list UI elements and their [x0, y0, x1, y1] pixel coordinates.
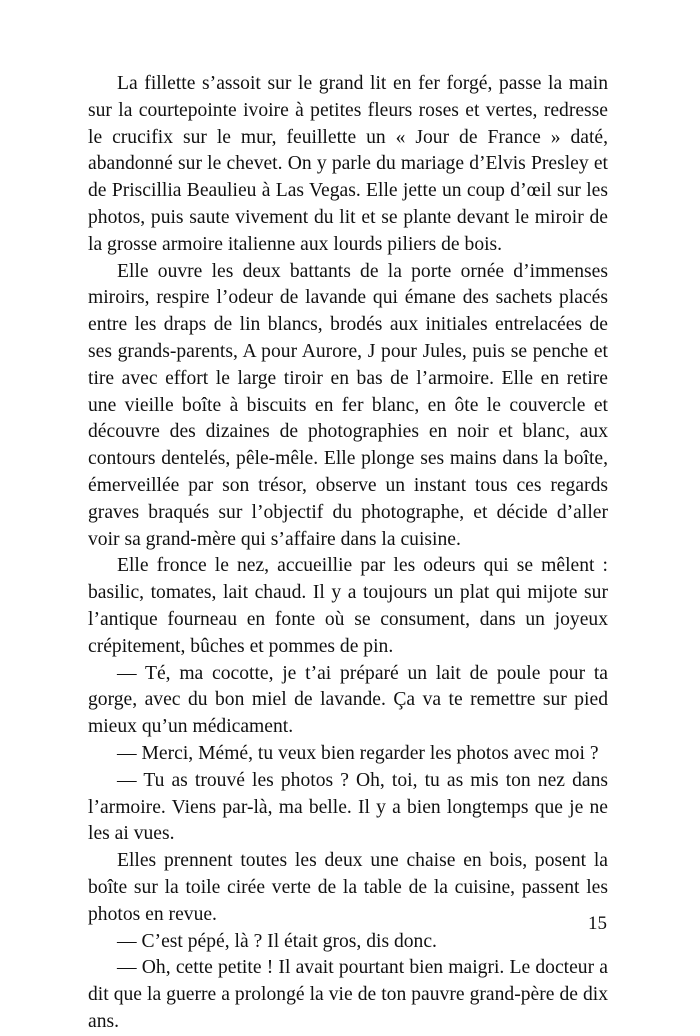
paragraph-3: Elle fronce le nez, accueillie par les odeurs qui se mêlent : basilic, tomates, lait chaud. Il y a toujours un plat qui mijote sur l’antique fourneau en fonte où se consument, dans un joyeux crépitement, bûches et pommes de pin.	[88, 555, 608, 657]
dialogue-5: — Oh, cette petite ! Il avait pourtant bien maigri. Le docteur a dit que la guerre a prolongé la vie de ton pauvre grand-père de dix ans.	[88, 957, 608, 1032]
dialogue-2: — Merci, Mémé, tu veux bien regarder les photos avec moi ?	[117, 742, 599, 764]
paragraph-1: La fillette s’assoit sur le grand lit en fer forgé, passe la main sur la courtepointe ivoire à petites fleurs roses et vertes, redresse le crucifix sur le mur, feuillette un « Jour de France » daté, abandonné sur le chevet. On y parle du mariage d’Elvis Presley et de Priscillia Beaulieu à Las Vegas. Elle jette un coup d’œil sur les photos, puis saute vivement du lit et se plante devant le miroir de la grosse armoire italienne aux lourds piliers de bois.	[88, 73, 608, 255]
paragraph-2: Elle ouvre les deux battants de la porte ornée d’immenses miroirs, respire l’odeur de lavande qui émane des sachets placés entre les draps de lin blancs, brodés aux initiales entrelacées de ses grands-parents, A pour Aurore, J pour Jules, puis se penche et tire avec effort le large tiroir en bas de l’armoire. Elle en retire une vieille boîte à biscuits en fer blanc, en ôte le couvercle et découvre des dizaines de photographies en noir et blanc, aux contours dentelés, pêle-mêle. Elle plonge ses mains dans la boîte, émerveillée par son trésor, observe un instant tous ces regards graves braqués sur l’objectif du photographe, et décide d’aller voir sa grand-mère qui s’affaire dans la cuisine.	[88, 260, 608, 550]
dialogue-1: — Té, ma cocotte, je t’ai préparé un lait de poule pour ta gorge, avec du bon miel de lavande. Ça va te remettre sur pied mieux qu’un médicament.	[88, 662, 608, 738]
body-text	[88, 71, 608, 1036]
dialogue-3: — Tu as trouvé les photos ? Oh, toi, tu as mis ton nez dans l’armoire. Viens par-là, ma belle. Il y a bien longtemps que je ne les ai vues.	[88, 769, 608, 845]
dialogue-4: — C’est pépé, là ? Il était gros, dis donc.	[117, 930, 437, 952]
paragraph-4: Elles prennent toutes les deux une chaise en bois, posent la boîte sur la toile cirée verte de la table de la cuisine, passent les photos en revue.	[88, 850, 608, 925]
page-number: 15	[588, 913, 607, 934]
